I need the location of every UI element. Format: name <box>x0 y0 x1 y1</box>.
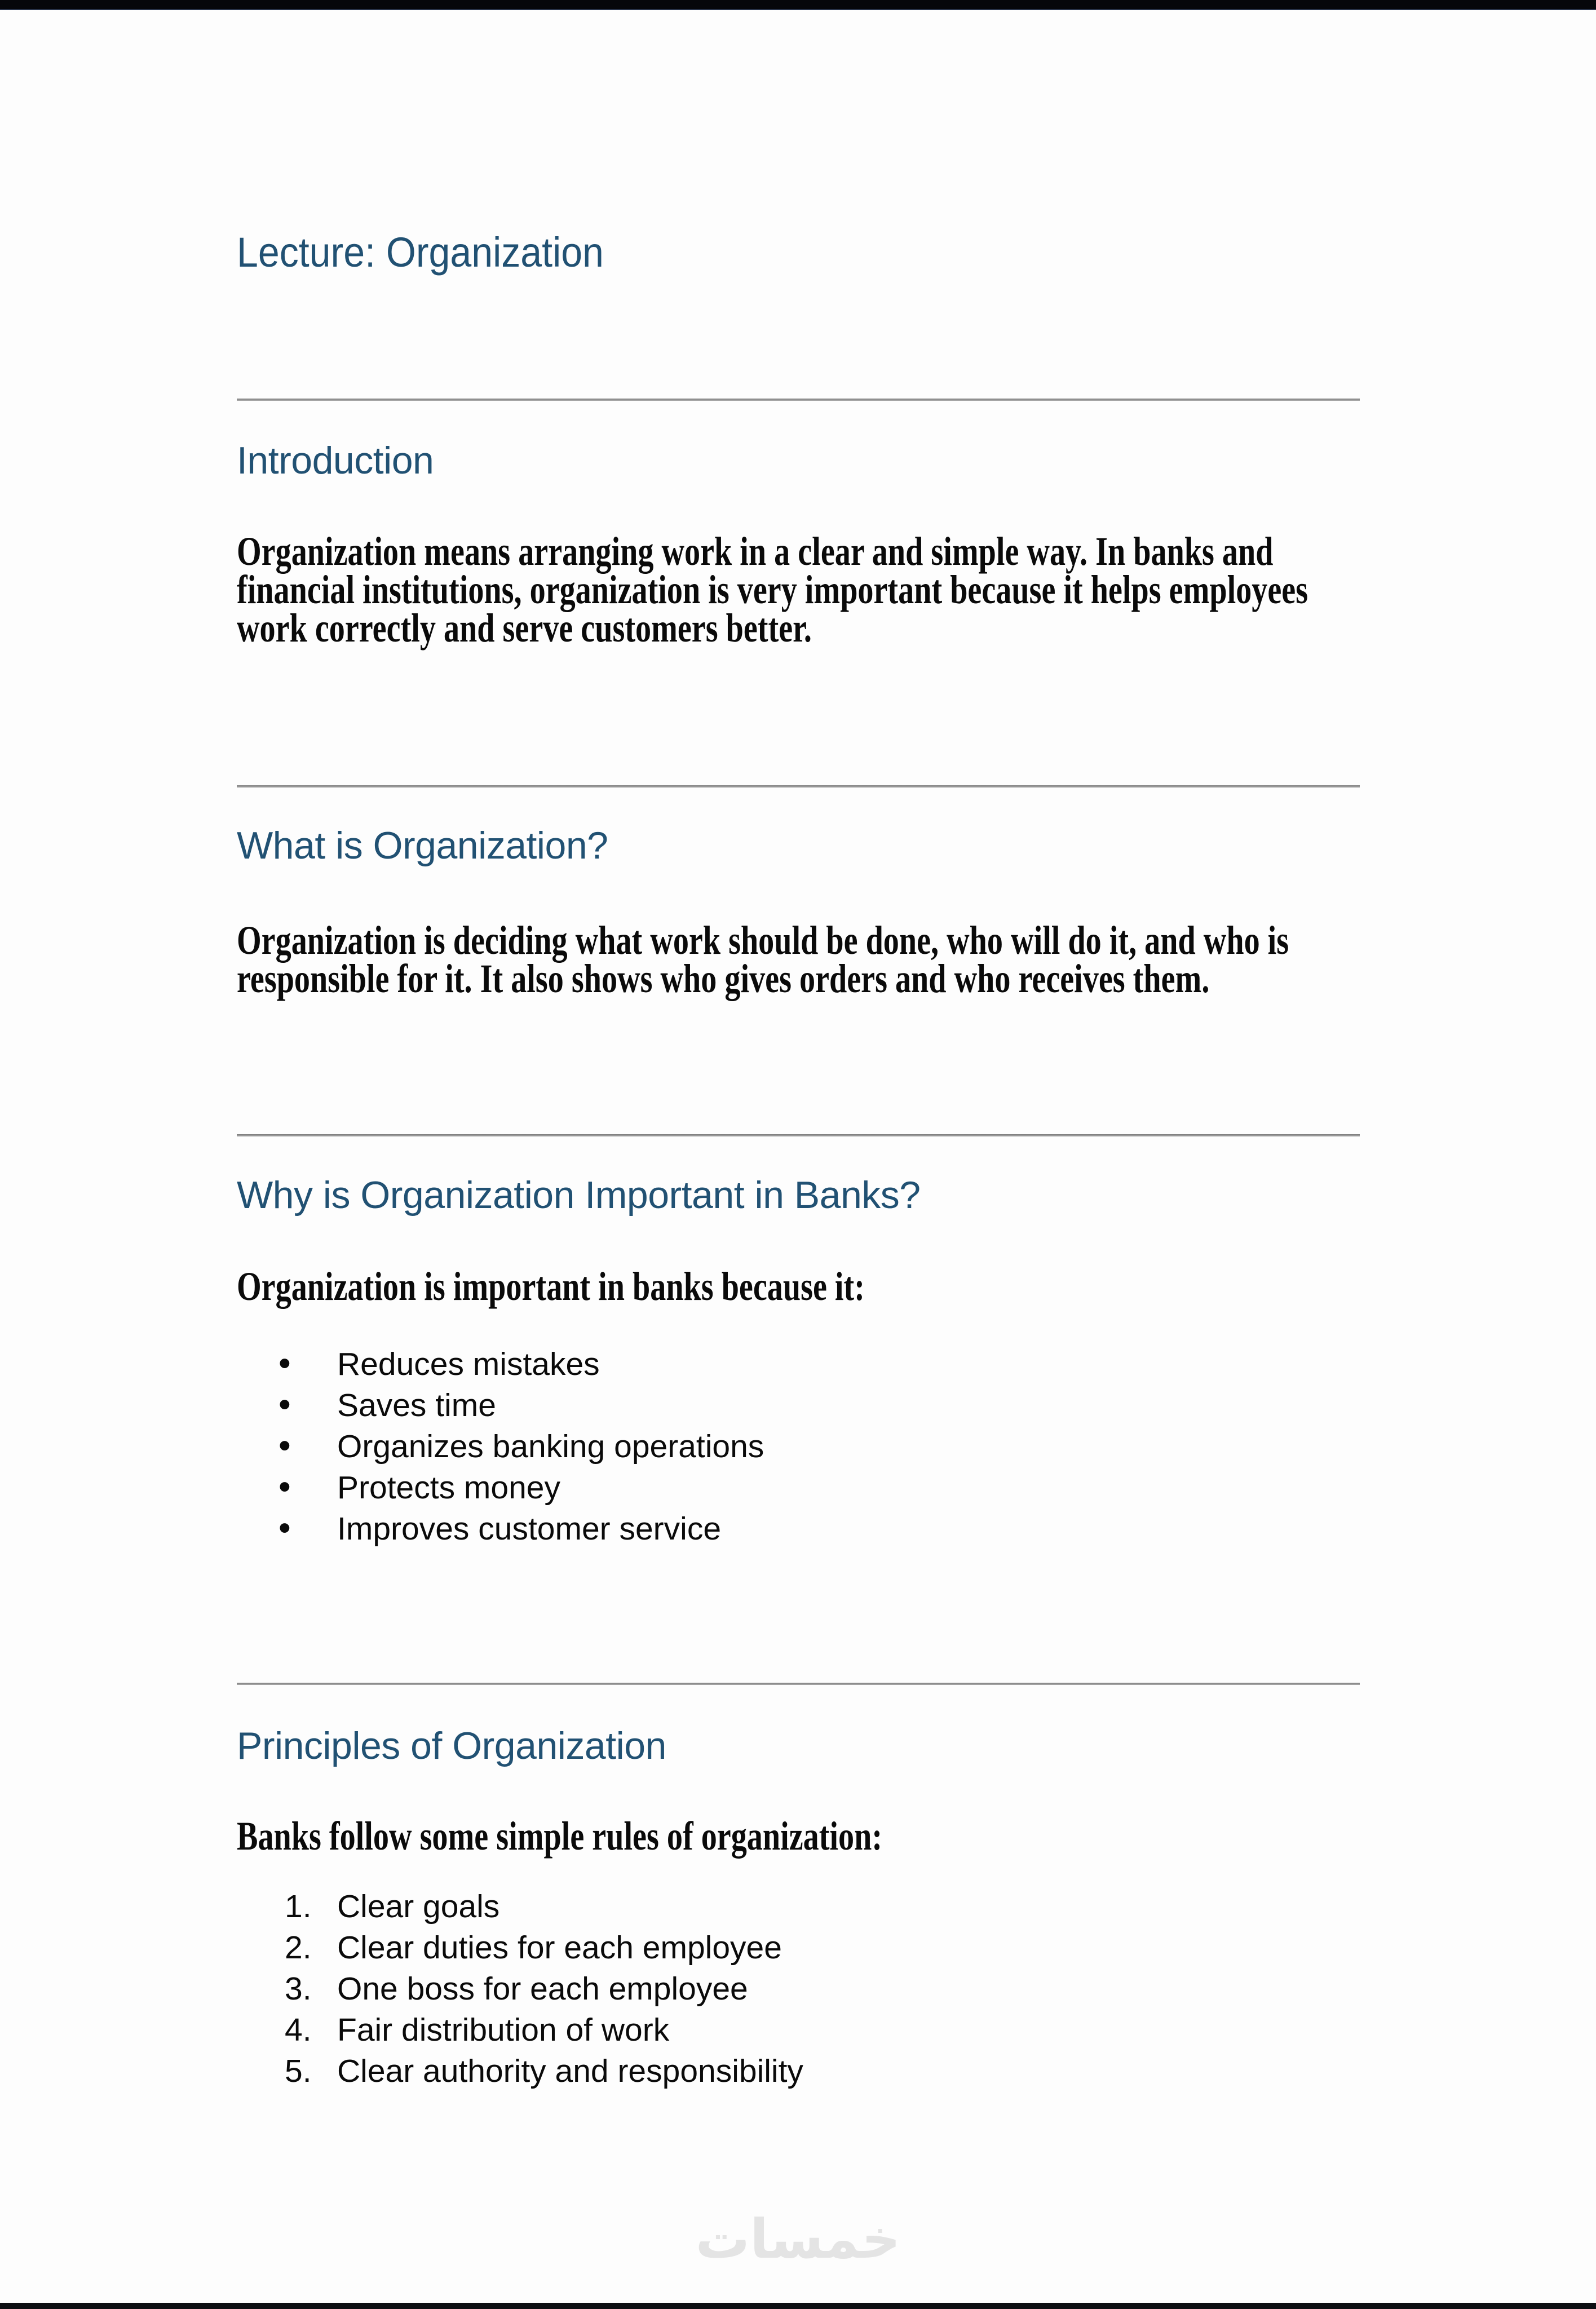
list-item: • Organizes banking operations <box>237 1426 1360 1467</box>
list-item: Clear goals <box>337 1888 500 1925</box>
principles-numbered-list <box>237 1886 1360 2092</box>
top-window-bar <box>0 0 1596 10</box>
section-heading-introduction: Introduction <box>237 439 434 482</box>
section-divider <box>237 1134 1360 1136</box>
section-divider <box>237 399 1360 401</box>
list-item: • Saves time <box>237 1385 1360 1426</box>
bottom-window-bar <box>0 2303 1596 2309</box>
list-item: • Improves customer service <box>237 1509 1360 1550</box>
list-item: • Reduces mistakes <box>237 1344 1360 1385</box>
section-divider <box>237 785 1360 788</box>
benefits-bullet-list <box>237 1344 1360 1550</box>
paragraph-line: financial institutions, organization is very important because it helps employees <box>237 567 1308 612</box>
paragraph-line: Organization is deciding what work should be done, who will do it, and who is <box>237 918 1289 963</box>
list-item: Clear authority and responsibility <box>337 2053 803 2089</box>
section-heading-why-important: Why is Organization Important in Banks? <box>237 1174 921 1217</box>
paragraph-principles <box>237 1813 883 1859</box>
paragraph-line: responsible for it. It also shows who gives orders and who receives them. <box>237 956 1210 1001</box>
page-title: Lecture: Organization <box>237 229 604 276</box>
paragraph-line: Organization is important in banks because it: <box>237 1264 865 1309</box>
paragraph-line: Organization means arranging work in a clear and simple way. In banks and <box>237 529 1274 574</box>
paragraph-why-important <box>237 1264 865 1309</box>
paragraph-introduction <box>237 529 1308 651</box>
list-item: Clear duties for each employee <box>337 1930 782 1966</box>
paragraph-line: Banks follow some simple rules of organization: <box>237 1813 883 1859</box>
list-item: Fair distribution of work <box>337 2012 670 2048</box>
paragraph-what-is-organization <box>237 918 1289 1001</box>
section-heading-principles: Principles of Organization <box>237 1724 666 1767</box>
list-item: One boss for each employee <box>337 1971 748 2007</box>
paragraph-line: work correctly and serve customers better. <box>237 605 812 651</box>
khamsat-watermark: خمسات <box>695 2208 901 2271</box>
section-divider <box>237 1683 1360 1685</box>
section-heading-what-is-organization: What is Organization? <box>237 824 608 867</box>
list-item: • Protects money <box>237 1467 1360 1509</box>
